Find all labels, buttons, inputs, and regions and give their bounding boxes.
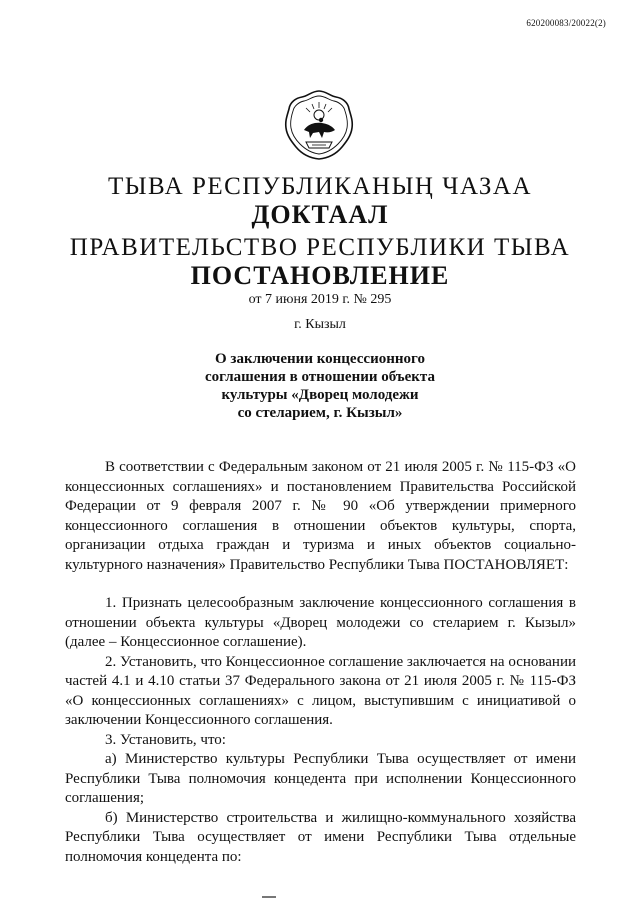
doktaal-heading: ДОКТААЛ bbox=[251, 200, 389, 229]
government-heading: ПРАВИТЕЛЬСТВО РЕСПУБЛИКИ ТЫВА bbox=[69, 234, 571, 261]
document-title bbox=[0, 350, 640, 422]
coat-of-arms-icon bbox=[282, 88, 356, 162]
document-code: 620200083/20022(2) bbox=[526, 18, 606, 28]
item-3-paragraph: 3. Установить, что: bbox=[105, 731, 226, 748]
item-3a-paragraph: а) Министерство культуры Республики Тыва осуществляет от имени Республики Тыва полномочия концедента при исполнении Концессионного соглашения; bbox=[65, 751, 576, 806]
title-line: О заключении концессионного bbox=[215, 351, 425, 367]
title-line: культуры «Дворец молодежи bbox=[221, 387, 419, 403]
item-1-paragraph: 1. Признать целесообразным заключение концессионного соглашения в отношении объекта культуры «Дворец молодежи со стеларием г. Кызыл» (далее – Концессионное соглашение). bbox=[65, 595, 576, 650]
document-body bbox=[65, 458, 576, 867]
item-3b-paragraph: б) Министерство строительства и жилищно-коммунального хозяйства Республики Тыва осуществляет от имени Республики Тыва отдельные полномочия концедента по: bbox=[65, 809, 576, 865]
title-line: со стеларием, г. Кызыл» bbox=[237, 405, 403, 421]
item-2-paragraph: 2. Установить, что Концессионное соглашение заключается на основании частей 4.1 и 4.10 статьи 37 Федерального закона от 21 июля 2005 г. № 115-ФЗ «О концессионных соглашениях» с лицом, выступившим с инициативой о заключении Концессионного соглашения. bbox=[65, 653, 576, 728]
preamble-paragraph: В соответствии с Федеральным законом от 21 июля 2005 г. № 115-ФЗ «О концессионных соглашениях» и постановлением Правительства Российской Федерации от 9 февраля 2007 г. № 90 «Об утверждении примерного концессионного соглашения в отношении объектов культуры, спорта, организации отдыха граждан и туризма и иных объектов социально-культурного назначения» Правительство Республики Тыва ПОСТАНОВЛЯЕТ: bbox=[65, 459, 576, 573]
scan-mark bbox=[262, 896, 276, 898]
resolution-heading: ПОСТАНОВЛЕНИЕ bbox=[190, 261, 450, 290]
city-label: г. Кызыл bbox=[294, 317, 346, 332]
date-and-number: от 7 июня 2019 г. № 295 bbox=[248, 292, 392, 307]
tyva-government-heading: ТЫВА РЕСПУБЛИКАНЫҢ ЧАЗАА bbox=[107, 173, 533, 200]
title-line: соглашения в отношении объекта bbox=[205, 369, 435, 385]
